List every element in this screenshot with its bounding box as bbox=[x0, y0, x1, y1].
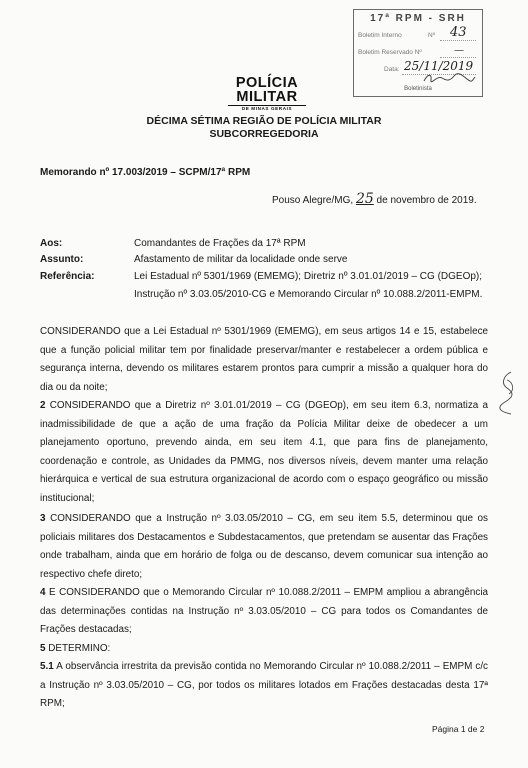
paragraph-3-text: CONSIDERANDO que a Instrução nº 3.03.05/2010 – CG, em seu item 5.5, determinou que os policiais militares dos Destacamentos e Subdestacamentos, que pretendam se ausentar das Frações onde trabalham, ainda que em horário de folga ou de descanso, devem comunicar sua intenção ao respectivo chefe direto; bbox=[40, 513, 488, 580]
stamp-bulletin-no-label: Nº bbox=[428, 32, 436, 39]
paragraph-5-1-number: 5.1 bbox=[40, 661, 54, 672]
paragraph-4-text: E CONSIDERANDO que o Memorando Circular nº 10.088.2/2011 – EMPM ampliou a abrangência das determinações contidas na Instrução nº 3.03.05/2010 – CG para todos os Comandantes de Frações destacadas; bbox=[40, 587, 489, 635]
paragraph-1 bbox=[40, 323, 488, 397]
paragraph-1-text: CONSIDERANDO que a Lei Estadual nº 5301/1969 (EMEMG), em seus artigos 14 e 15, estabelece que a função policial militar tem por finalidade preservar/manter e restabelecer a ordem pública e segurança interna, devendo os militares estarem prontos para cumprir a missão a qualquer hora do dia ou da noite; bbox=[40, 326, 488, 393]
paragraph-5-number: 5 bbox=[40, 643, 46, 654]
paragraph-5-1 bbox=[40, 658, 488, 714]
paragraph-2 bbox=[40, 397, 488, 508]
pmmg-logo bbox=[226, 76, 308, 112]
memo-day: 25 bbox=[355, 191, 374, 207]
paragraph-2-number: 2 bbox=[40, 400, 46, 411]
paragraph-2-text: CONSIDERANDO que a Diretriz nº 3.01.01/2019 – CG (DGEOp), em seu item 6.3, normatiza a inadmissibilidade de que a ação de uma fração da Polícia Militar deixe de obedecer a um planejamento oportuno, prevendo ainda, em seu item 4.1, que para fins de planejamento, coordenação e controle, as Unidades da PMMG, nos diversos níveis, devem manter uma relação hierárquica e vertical de sua estrutura organizacional de acordo com o espaço geográfico ou missão institucional; bbox=[40, 400, 489, 504]
paragraph-5-text: DETERMINO: bbox=[48, 643, 111, 654]
paragraph-4 bbox=[40, 584, 488, 640]
protocol-stamp bbox=[353, 9, 483, 97]
stamp-reserved-number: — bbox=[454, 45, 464, 56]
stamp-signature bbox=[422, 72, 477, 84]
logo-line-1: POLÍCIA bbox=[235, 75, 299, 91]
aos-value: Comandantes de Frações da 17ª RPM bbox=[134, 238, 306, 249]
margin-initials bbox=[497, 368, 519, 418]
stamp-date-value: 25/11/2019 bbox=[404, 59, 474, 73]
stamp-footer: Boletinista bbox=[404, 86, 432, 92]
logo-line-3: DE MINAS GERAIS bbox=[241, 106, 293, 111]
paragraph-5-1-text: A observância irrestrita da previsão contida no Memorando Circular nº 10.088.2/2011 – EMPM c/c a Instrução nº 3.03.05/2010 – CG, por todos os militares lotados em Frações destacadas desta 17ª RPM; bbox=[40, 661, 488, 709]
region-heading: DÉCIMA SÉTIMA REGIÃO DE POLÍCIA MILITAR bbox=[146, 115, 382, 127]
assunto-value: Afastamento de militar da localidade onde serve bbox=[134, 254, 348, 265]
logo-line-2: MILITAR bbox=[236, 89, 298, 105]
stamp-header: 17ª RPM - SRH bbox=[370, 13, 466, 24]
stamp-reserved-label: Boletim Reservado Nº bbox=[358, 49, 422, 56]
referencia-value-2: Instrução nº 3.03.05/2010-CG e Memorando Circular nº 10.088.2/2011-EMPM. bbox=[134, 289, 483, 300]
memo-date-rest: de novembro de 2019. bbox=[376, 195, 477, 206]
page-number: Página 1 de 2 bbox=[432, 724, 485, 734]
subcorregedoria-heading: SUBCORREGEDORIA bbox=[209, 128, 319, 140]
memo-place: Pouso Alegre/MG, bbox=[272, 195, 354, 206]
memo-date bbox=[272, 191, 477, 207]
stamp-date-label: Data: bbox=[384, 66, 400, 73]
aos-label: Aos: bbox=[40, 238, 63, 249]
paragraph-4-number: 4 bbox=[40, 587, 46, 598]
paragraph-5 bbox=[40, 640, 488, 659]
referencia-label: Referência: bbox=[40, 271, 95, 282]
paragraph-3-number: 3 bbox=[40, 513, 46, 524]
memo-number: Memorando nº 17.003/2019 – SCPM/17ª RPM bbox=[40, 167, 251, 178]
stamp-bulletin-label: Boletim Interno bbox=[358, 32, 402, 39]
stamp-bulletin-number: 43 bbox=[450, 25, 467, 40]
paragraph-3 bbox=[40, 510, 488, 584]
assunto-label: Assunto: bbox=[40, 254, 84, 265]
referencia-value-1: Lei Estadual nº 5301/1969 (EMEMG); Diretriz nº 3.01.01/2019 – CG (DGEOp); bbox=[134, 271, 483, 282]
